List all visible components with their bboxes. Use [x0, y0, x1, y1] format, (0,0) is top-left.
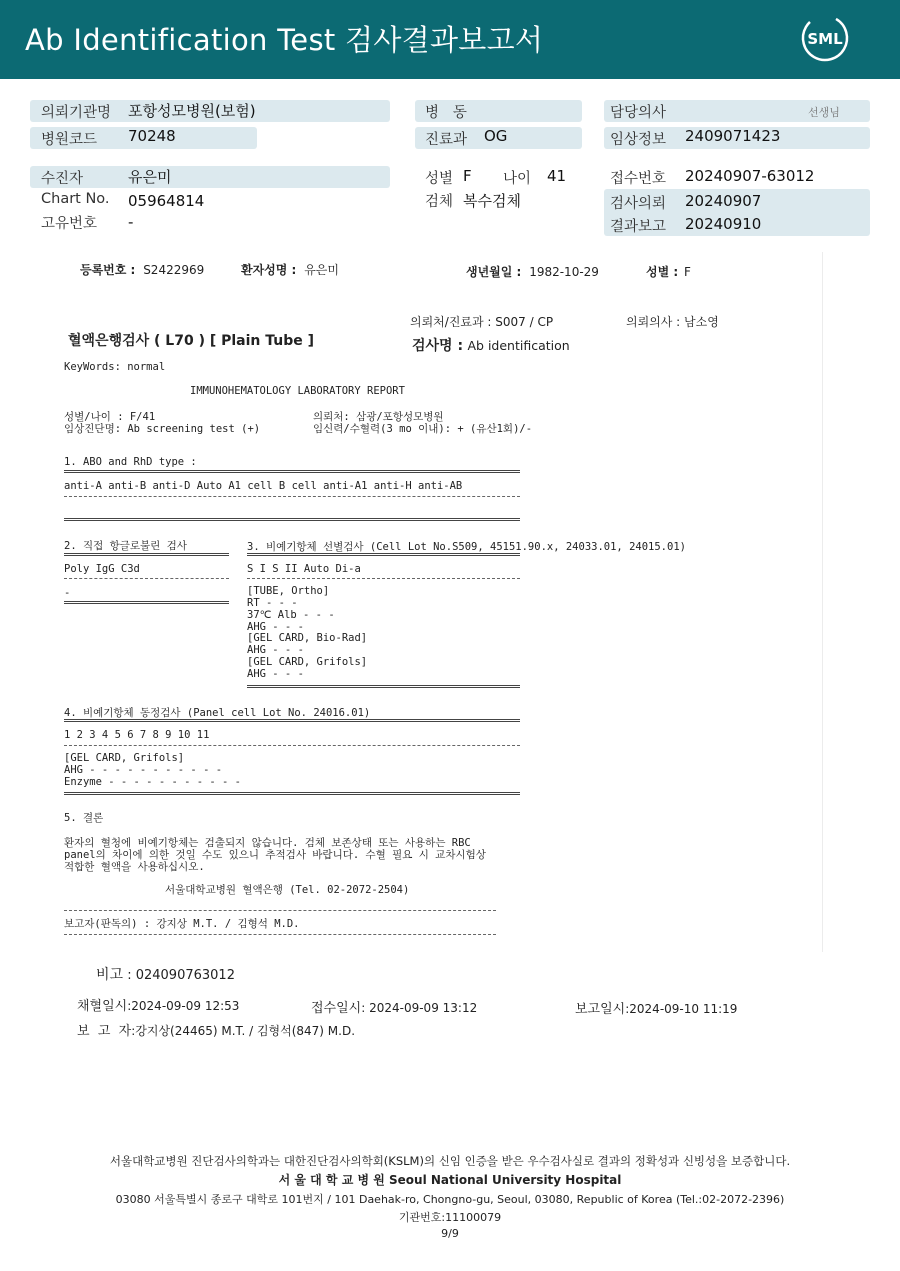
- dob-value: 1982-10-29: [529, 265, 599, 279]
- test-title: 혈액은행검사 ( L70 ) [ Plain Tube ]: [68, 333, 315, 349]
- hosp-code-value: 70248: [128, 127, 176, 145]
- pname-value: 유은미: [304, 263, 339, 277]
- receive-label: 접수일시: [311, 1001, 362, 1016]
- collect-value: :2024-09-09 12:53: [127, 999, 240, 1013]
- scan-sex-label: 성별 :: [646, 265, 679, 279]
- rule: [64, 470, 520, 473]
- sec3-row: [GEL CARD, Bio-Rad]: [247, 632, 368, 644]
- rule: [64, 601, 229, 604]
- sec3-row: [TUBE, Ortho]: [247, 585, 330, 597]
- reporter-label: 보 고 자: [77, 1024, 132, 1039]
- receipt-label: 접수번호: [610, 171, 667, 187]
- sec1-cols: anti-A anti-B anti-D Auto A1 cell B cell anti-A1 anti-H anti-AB: [64, 480, 463, 492]
- sec2-cols: Poly IgG C3d: [64, 563, 140, 575]
- test-name-line: [412, 335, 570, 355]
- conclusion-line: panel의 차이에 의한 것일 수도 있으니 추적검사 바랍니다. 수혈 필요 시 교차시험상: [64, 849, 486, 861]
- pname-line: [241, 261, 339, 278]
- rule: [64, 792, 520, 795]
- request-label: 검사의뢰: [610, 196, 667, 212]
- collect-line: [77, 995, 239, 1014]
- patient-box: [30, 166, 390, 188]
- sec4-row: AHG - - - - - - - - - - -: [64, 764, 223, 776]
- sec3-title: 3. 비예기항체 선별검사 (Cell Lot No.S509, 45151.90.x, 24033.01, 24015.01): [247, 541, 686, 553]
- lab-report-title: IMMUNOHEMATOLOGY LABORATORY REPORT: [190, 385, 405, 397]
- sec3-row: AHG - - -: [247, 668, 304, 680]
- note-value: : 024090763012: [127, 968, 235, 983]
- report-time-value: :2024-09-10 11:19: [625, 1002, 738, 1016]
- unique-value: -: [128, 213, 134, 231]
- sex-value: F: [463, 167, 472, 185]
- sec2-title: 2. 직접 항글로불린 검사: [64, 540, 187, 552]
- scan-sex-value: F: [684, 265, 691, 279]
- dob-line: [466, 263, 599, 280]
- page-number: 9/9: [441, 1227, 459, 1240]
- dept-label: 진료과: [425, 132, 468, 148]
- rule: [64, 578, 229, 579]
- report-label: 결과보고: [610, 219, 667, 235]
- reporter-value: :강지상(24465) M.T. / 김형석(847) M.D.: [131, 1024, 356, 1038]
- doctor-value: 선생님: [808, 106, 840, 119]
- scan-reporter: 보고자(판독의) : 강지상 M.T. / 김형석 M.D.: [64, 918, 300, 930]
- patient-value: 유은미: [128, 168, 172, 186]
- note-label: 비고: [96, 967, 124, 983]
- sec1-title: 1. ABO and RhD type :: [64, 456, 197, 468]
- request-value: 20240907: [685, 192, 762, 210]
- clinical-dx: 임상진단명: Ab screening test (+): [64, 423, 261, 435]
- sec4-title: 4. 비예기항체 동정검사 (Panel cell Lot No. 24016.01): [64, 707, 371, 719]
- note-line: [96, 964, 235, 984]
- footer-hospital: 서 울 대 학 교 병 원 Seoul National University Hospital: [278, 1173, 622, 1187]
- receive-line: [311, 997, 477, 1016]
- unique-label: 고유번호: [41, 216, 98, 232]
- clinical-value: 2409071423: [685, 127, 781, 145]
- pregnancy-history: 임신력/수혈력(3 mo 이내): + (유산1회)/-: [313, 423, 533, 435]
- age-value: 41: [547, 167, 567, 185]
- conclusion-line: 적합한 혈액을 사용하십시오.: [64, 861, 205, 873]
- sex-age: 성별/나이 : F/41: [64, 411, 156, 423]
- referral: 의뢰처: 삼광/포항성모병원: [313, 411, 444, 423]
- chart-value: 05964814: [128, 192, 205, 210]
- specimen-label: 검체: [425, 194, 454, 210]
- conclusion-line: 환자의 혈청에 비예기항체는 검출되지 않습니다. 검체 보존상태 또는 사용하는 RBC: [64, 837, 471, 849]
- footer-address: 03080 서울특별시 종로구 대학로 101번지 / 101 Daehak-ro, Chongno-gu, Seoul, 03080, Republic of Korea (Tel.:02-2072-2396): [115, 1193, 785, 1206]
- rule: [64, 518, 520, 521]
- sec2-value: -: [64, 587, 71, 599]
- dob-label: 생년월일 :: [466, 265, 522, 279]
- rule: [247, 553, 520, 556]
- specimen-value: 복수검체: [463, 192, 521, 210]
- reporter-line: [77, 1020, 355, 1039]
- report-value: 20240910: [685, 215, 762, 233]
- sec4-row: Enzyme - - - - - - - - - - -: [64, 776, 242, 788]
- sex-label: 성별: [425, 171, 454, 187]
- reg-no-value: S2422969: [143, 263, 205, 277]
- age-label: 나이: [503, 171, 532, 187]
- sec4-row: [GEL CARD, Grifols]: [64, 752, 185, 764]
- chart-label: Chart No.: [41, 191, 110, 207]
- ward-label: 병 동: [425, 105, 467, 121]
- keywords: KeyWords: normal: [64, 361, 166, 373]
- doctor-line: 의뢰의사 : 남소영: [626, 315, 719, 329]
- logo-text: SML: [807, 30, 843, 48]
- dept-value: OG: [484, 127, 508, 145]
- receive-value: : 2024-09-09 13:12: [361, 1001, 478, 1015]
- sec3-row: AHG - - -: [247, 621, 304, 633]
- patient-label: 수진자: [41, 171, 84, 187]
- rule: [247, 685, 520, 688]
- req-inst-value: 포항성모병원(보험): [128, 102, 256, 120]
- sec3-row: RT - - -: [247, 597, 298, 609]
- report-title: Ab Identification Test 검사결과보고서: [25, 23, 544, 57]
- dept-line: 의뢰처/진료과 : S007 / CP: [410, 315, 554, 329]
- sec5-title: 5. 결론: [64, 812, 104, 824]
- sec4-cols: 1 2 3 4 5 6 7 8 9 10 11: [64, 729, 210, 741]
- sec3-row: AHG - - -: [247, 644, 304, 656]
- sec3-row: 37℃ Alb - - -: [247, 609, 335, 621]
- rule: [64, 745, 520, 746]
- rule: [64, 553, 229, 556]
- rule: [64, 934, 496, 935]
- test-name-value: Ab identification: [467, 338, 570, 353]
- rule: [64, 496, 520, 497]
- rule: [64, 719, 520, 722]
- report-header: [0, 0, 900, 79]
- reg-no-line: [80, 261, 204, 278]
- rule: [64, 910, 496, 911]
- blood-bank: 서울대학교병원 혈액은행 (Tel. 02-2072-2504): [165, 884, 410, 896]
- report-time-line: [575, 998, 737, 1017]
- sec3-cols: S I S II Auto Di-a: [247, 563, 361, 575]
- pname-label: 환자성명 :: [241, 263, 297, 277]
- scan-sex-line: [646, 263, 691, 280]
- clinical-label: 임상정보: [610, 132, 667, 148]
- test-name-label: 검사명 :: [412, 338, 464, 354]
- footer-inst-no: 기관번호:11100079: [398, 1211, 502, 1224]
- sec3-row: [GEL CARD, Grifols]: [247, 656, 368, 668]
- sml-logo: [800, 13, 850, 63]
- req-inst-label: 의뢰기관명: [41, 105, 112, 121]
- reg-no-label: 등록번호 :: [80, 263, 136, 277]
- collect-label: 채혈일시: [77, 999, 128, 1014]
- footer-cert: 서울대학교병원 진단검사의학과는 대한진단검사의학회(KSLM)의 신임 인증을 받은 우수검사실로 결과의 정확성과 신빙성을 보증합니다.: [109, 1154, 791, 1168]
- report-time-label: 보고일시: [575, 1002, 626, 1017]
- receipt-value: 20240907-63012: [685, 167, 815, 185]
- rule: [247, 578, 520, 579]
- doctor-label: 담당의사: [610, 105, 667, 121]
- hosp-code-label: 병원코드: [41, 132, 98, 148]
